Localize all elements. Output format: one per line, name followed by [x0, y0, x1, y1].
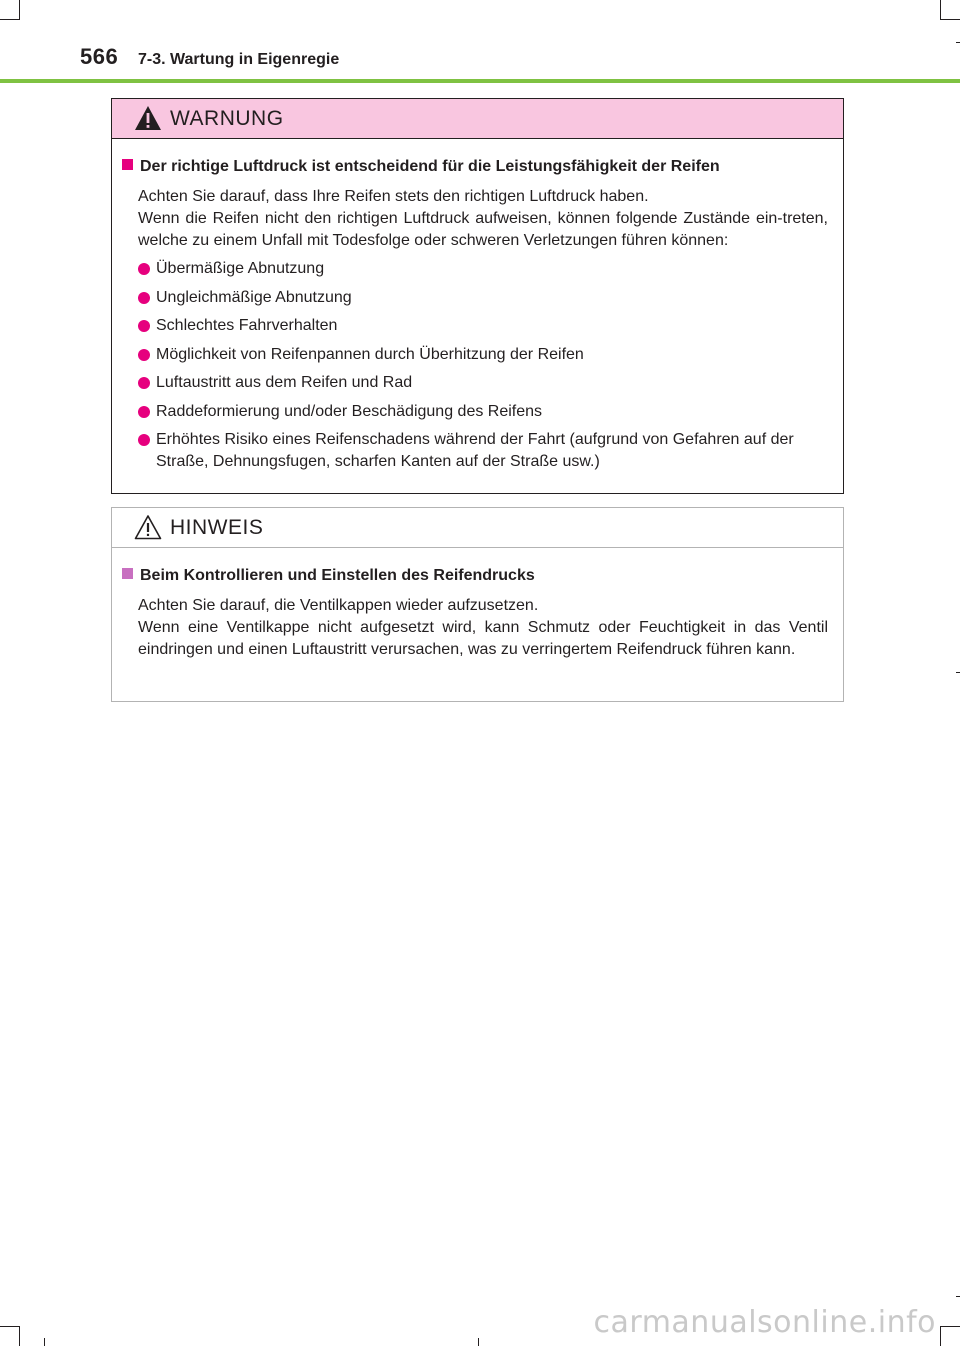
bullet-dot-icon [138, 292, 150, 304]
warning-box-header [112, 99, 843, 139]
list-item: Luftaustritt aus dem Reifen und Rad [138, 372, 838, 394]
bullet-dot-icon [138, 349, 150, 361]
warning-line: Wenn die Reifen nicht den richtigen Luftdruck aufweisen, können folgende Zustände ein-treten, welche zu einem Unfall mit Todesfolge oder schweren Verletzungen führen können: [138, 210, 828, 249]
list-item: Erhöhtes Risiko eines Reifenschadens während der Fahrt (aufgrund von Gefahren auf der Straße, Dehnungsfugen, scharfen Kanten auf der Straße usw.) [138, 429, 838, 473]
warning-box [111, 98, 844, 494]
crop-mark [940, 19, 960, 20]
notice-line: Wenn eine Ventilkappe nicht aufgesetzt wird, kann Schmutz oder Feuchtigkeit in das Ventil eindringen und einen Luftaustritt verursachen, was zu verringertem Reifendruck führen kann. [138, 619, 828, 658]
crop-mark [44, 1338, 45, 1346]
page-number: 566 [80, 44, 119, 69]
crop-mark [478, 1338, 479, 1346]
notice-heading-text: Beim Kontrollieren und Einstellen des Reifendrucks [140, 567, 535, 584]
notice-paragraph [138, 595, 828, 661]
header-rule [0, 79, 960, 83]
list-item: Ungleichmäßige Abnutzung [138, 287, 838, 309]
crop-mark [19, 1326, 20, 1346]
warning-triangle-icon [134, 105, 162, 131]
notice-box [111, 507, 844, 702]
bullet-dot-icon [138, 263, 150, 275]
bullet-dot-icon [138, 434, 150, 446]
bullet-dot-icon [138, 377, 150, 389]
crop-mark [956, 1296, 960, 1297]
warning-heading-text: Der richtige Luftdruck ist entscheidend für die Leistungsfähigkeit der Reifen [140, 158, 720, 175]
crop-mark [940, 0, 941, 20]
notice-title: HINWEIS [170, 516, 264, 539]
notice-triangle-icon [134, 514, 162, 540]
square-bullet-icon [122, 568, 133, 579]
crop-mark [956, 672, 960, 673]
notice-line: Achten Sie darauf, die Ventilkappen wieder aufzusetzen. [138, 597, 539, 614]
section-title: 7-3. Wartung in Eigenregie [138, 51, 340, 68]
bullet-dot-icon [138, 406, 150, 418]
warning-line: Achten Sie darauf, dass Ihre Reifen stets den richtigen Luftdruck haben. [138, 188, 649, 205]
list-item: Möglichkeit von Reifenpannen durch Überhitzung der Reifen [138, 344, 838, 366]
watermark: carmanualsonline.info [593, 1305, 936, 1340]
notice-box-header [112, 508, 843, 548]
square-bullet-icon [122, 159, 133, 170]
list-item: Raddeformierung und/oder Beschädigung des Reifens [138, 401, 838, 423]
crop-mark [0, 1326, 20, 1327]
crop-mark [940, 1326, 941, 1346]
crop-mark [0, 19, 20, 20]
warning-bullet-list [138, 258, 838, 480]
crop-mark [956, 42, 960, 43]
bullet-dot-icon [138, 320, 150, 332]
warning-title: WARNUNG [170, 107, 284, 130]
warning-heading [122, 158, 720, 176]
notice-heading [122, 567, 535, 585]
crop-mark [940, 1326, 960, 1327]
list-item: Schlechtes Fahrverhalten [138, 315, 838, 337]
crop-mark [19, 0, 20, 20]
warning-paragraph [138, 186, 828, 252]
list-item: Übermäßige Abnutzung [138, 258, 838, 280]
